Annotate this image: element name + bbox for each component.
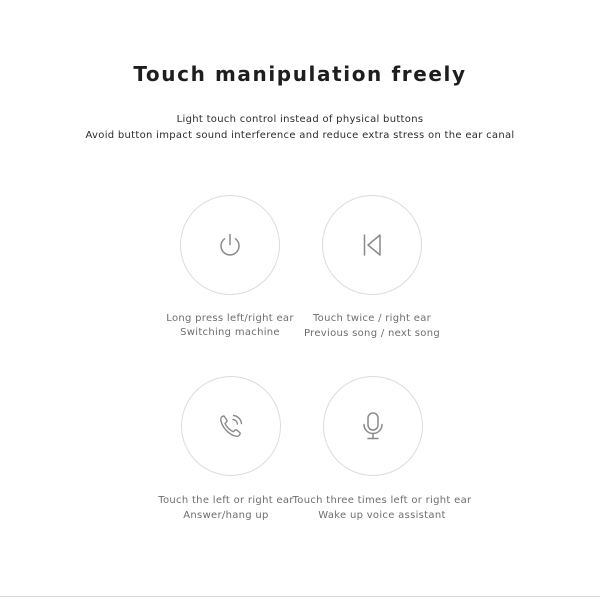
feature-voice-assistant-line1: Touch three times left or right ear — [292, 495, 472, 506]
page-title: Touch manipulation freely — [133, 62, 467, 86]
feature-power-line2: Switching machine — [180, 327, 280, 338]
bottom-divider — [0, 596, 600, 597]
subtitle-line-2: Avoid button impact sound interference and reduce extra stress on the ear canal — [85, 130, 515, 141]
feature-phone-call-line2: Answer/hang up — [183, 510, 269, 521]
microphone-icon — [358, 410, 388, 442]
feature-voice-assistant — [282, 376, 482, 536]
previous-track-button-circle[interactable] — [322, 195, 422, 295]
feature-previous-track — [272, 195, 472, 355]
feature-power-line1: Long press left/right ear — [166, 313, 294, 324]
feature-previous-track-line1: Touch twice / right ear — [312, 313, 432, 324]
subtitle-line-1: Light touch control instead of physical buttons — [176, 114, 424, 125]
feature-voice-assistant-line2: Wake up voice assistant — [318, 510, 446, 521]
power-icon — [215, 230, 245, 260]
power-button-circle[interactable] — [180, 195, 280, 295]
feature-phone-call-line1: Touch the left or right ear — [158, 495, 294, 506]
voice-assistant-button-circle[interactable] — [323, 376, 423, 476]
phone-call-button-circle[interactable] — [181, 376, 281, 476]
previous-track-icon — [357, 230, 387, 260]
feature-previous-track-line2: Previous song / next song — [303, 328, 441, 339]
phone-call-icon — [215, 410, 247, 442]
